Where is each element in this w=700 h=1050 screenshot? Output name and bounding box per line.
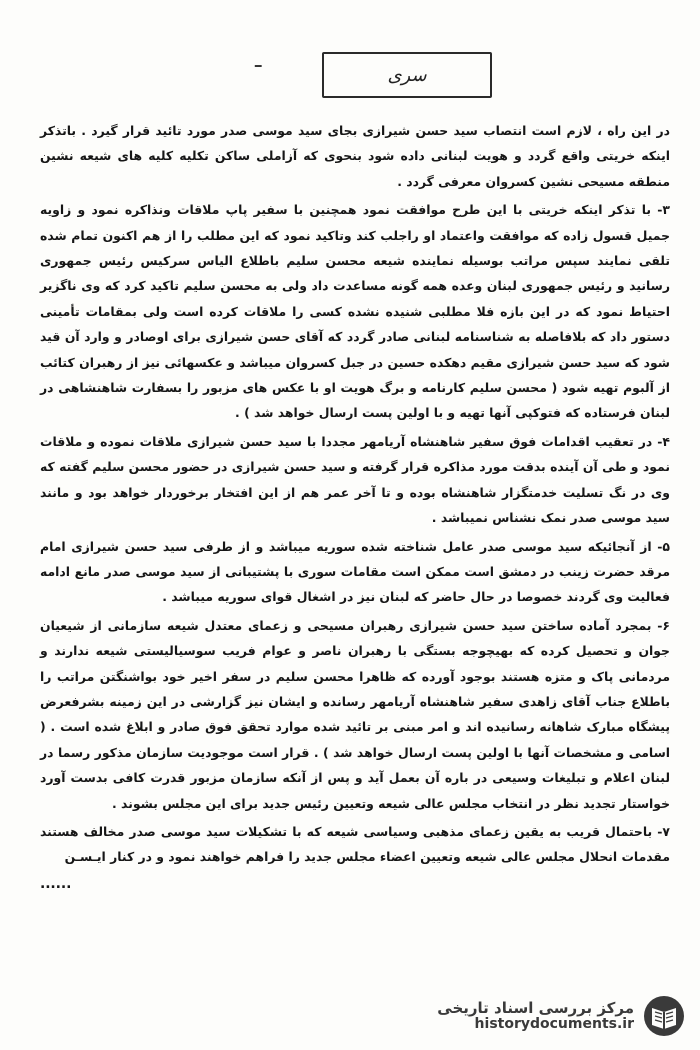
- book-logo-icon: [642, 994, 686, 1038]
- paragraph-4: ۴- در تعقیب اقدامات فوق سفیر شاهنشاه آریامهر مجددا با سید حسن شیرازی ملاقات نموده و ملاقات نمود و طی آن آینده بدقت مورد مذاکره قرار گرفته و سید حسن شیرازی در حضور محسن سلیم گفته که وی در نگ تسلیت خدمتگزار شاهنشاه بوده و تا آخر عمر هم از این افتخار برخوردار خواهد بود و مانند سید موسی صدر نمک نشناس نمیباشد .: [40, 433, 670, 526]
- paragraph-5: ۵- از آنجائیکه سید موسی صدر عامل شناخته شده سوریه میباشد و از طرفی سید حسن شیرازی امام مرقد حضرت زینب در دمشق است ممکن است مقامات سوری با پشتیبانی از سید موسی صدر مانع ادامه فعالیت وی گردند خصوصا در حال حاضر که لبنان نیز در اشغال قوای سوریه میباشد .: [40, 538, 670, 605]
- paragraph-6: ۶- بمجرد آماده ساختن سید حسن شیرازی رهبران مسیحی و زعمای معتدل شیعه سازمانی از شیعیان جوان و تحصیل کرده که بهیچوجه بستگی با رهبران ناصر و عوام فریب سوسیالیستی شیعه ندارند و مردمانی پاک و متزه هستند بوجود آورده که ظاهرا محسن سلیم در سفر اخیر خود بواشنگتن مراتب را باطلاع جناب آقای زاهدی سفیر شاهنشاه آریامهر رسانده و ایشان نیز گزارشی در این زمینه بشرفعرض پیشگاه مبارک شاهانه رسانیده اند و امر مبنی بر تائید شده موارد تحقق فوق صادر و ابلاغ شده است . ( اسامی و مشخصات آنها با اولین پست ارسال خواهد شد ) . قرار است موجودیت سازمان مذکور رسما در لبنان اعلام و تبلیغات وسیعی در باره آن بعمل آید و پس از آنکه سازمان مزبور قدرت کافی بدست آورد خواستار تجدید نظر در انتخاب مجلس عالی شیعه وتعیین رئیس جدید برای این مجلس بشوند .: [40, 617, 670, 811]
- continuation-dots: ......: [40, 875, 72, 892]
- corner-mark: ـ: [255, 48, 262, 73]
- classification-stamp: [322, 52, 492, 98]
- document-body: [40, 118, 670, 1023]
- paragraph-3: ۳- با تذکر اینکه خریتی با این طرح موافقت نمود همچنین با سفیر پاپ ملاقات ونذاکره نمود و زاویه جمیل قسول زاده که موافقت واعتماد او راجلب کند وتاکید نمود که این مطلب را از هم اکنون تمام شده تلقی نمایند سپس مراتب بوسیله نماینده شیعه محسن سلیم باطلاع الیاس سرکیس رئیس جمهوری رسانید و رئیس جمهوری لبنان وعده همه گونه مساعدت داد ولی به محسن سلیم تاکید کرد که وی ناگزیر احتیاط نمود که در این بازه فلا مطلبی شنیده نشده کسی را ملاقات کرده است ولی بمقامات تأمینی دستور داد که بلافاصله به شناسنامه لبنانی صادر گردد که آقای حسن شیرازی برای اوصادر و وارد آن قید شود که سید حسن شیرازی مقیم دهکده حسین در جبل کسروان میباشد و عکسهائی نیز از رهبران کتائب از آلبوم تهیه شود ( محسن سلیم کارنامه و برگ هویت او با عکس های مزبور را بسفارت شاهنشاهی در لبنان فرستاده که فتوکپی آنها تهیه و با اولین پست ارسال خواهد شد ) .: [40, 202, 670, 421]
- watermark-text: [437, 1000, 634, 1032]
- watermark-url: historydocuments.ir: [474, 1015, 634, 1032]
- stamp-text: سری: [387, 64, 427, 86]
- paragraph-1: در این راه ، لازم است انتصاب سید حسن شیرازی بجای سید موسی صدر مورد تائید قرار گیرد . باتذکر اینکه خریتی واقع گردد و هویت لبنانی داده شود بنحوی که آزاملی ساکن تکلیه کلیه های شیعه نشین منطقه مسیحی نشین کسروان معرفی گردد .: [40, 123, 670, 189]
- watermark: [437, 994, 686, 1038]
- paragraph-7: ۷- باحتمال قریب به یقین زعمای مذهبی وسیاسی شیعه که با تشکیلات سید موسی صدر مخالف هستند مقدمات انحلال مجلس عالی شیعه وتعیین اعضاء مجلس جدید را فراهم خواهند نمود و در کنار ایـسـن: [40, 823, 670, 865]
- watermark-persian: مرکز بررسی اسناد تاریخی: [437, 999, 634, 1018]
